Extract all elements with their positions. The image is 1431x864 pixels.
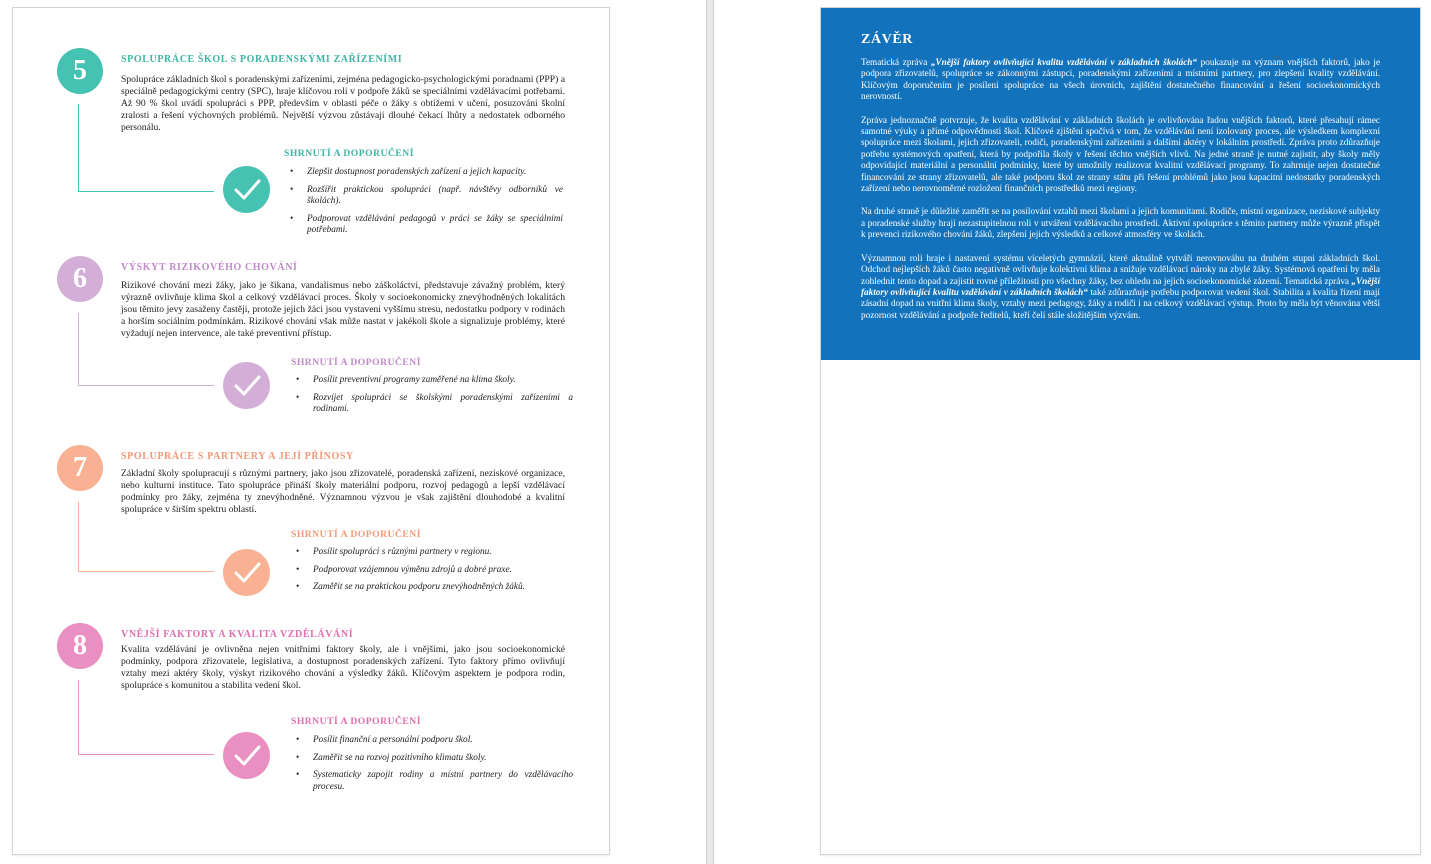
summary-item: • Zaměřit se na rozvoj pozitivního klimatu školy. [293,753,573,765]
summary-title: SHRNUTÍ A DOPORUČENÍ [291,357,421,368]
check-icon [223,362,270,409]
summary-list [287,167,563,243]
summary-list [293,735,573,799]
summary-title: SHRNUTÍ A DOPORUČENÍ [291,716,421,727]
paragraph-text: Tematická zpráva [861,57,931,67]
summary-item: • Posílit preventivní programy zaměřené na klima školy. [293,375,573,387]
summary-item: • Posílit finanční a personální podporu škol. [293,735,573,747]
connector-line [78,502,214,572]
summary-item: • Podporovat vzdělávání pedagogů v práci se žáky se speciálními potřebami. [287,214,563,237]
check-icon [223,549,270,596]
report-title-emphasis: „Vnější faktory ovlivňující kvalitu vzdělávání v základních školách“ [861,275,1380,297]
summary-item: • Rozšířit praktickou spolupráci (např. návštěvy odborníků ve školách). [287,185,563,208]
section-7 [13,445,611,615]
page-right [820,7,1421,855]
section-number-circle: 7 [57,445,103,491]
summary-item: • Systematicky zapojit rodiny a místní partnery do vzdělávacího procesu. [293,770,573,793]
section-8 [13,623,611,813]
section-title: VÝSKYT RIZIKOVÉHO CHOVÁNÍ [121,262,298,273]
paragraph-text: Významnou roli hraje i nastavení systému víceletých gymnázií, které aktuálně vytváří nerovnováhu na druhém stupni základních škol. Odchod nejlepších žáků často negativně ovlivňuje kolektivní klima a snižuje vzdělávací nároky na zbylé žáky. Systémová opatření by měla zohlednit tento dopad a zajistit rovné příležitosti pro všechny žáky, bez ohledu na jejich socioekonomické zázemí. Tematická zpráva [861,252,1380,286]
summary-list [293,375,573,422]
section-number-circle: 6 [57,256,103,302]
summary-item: • Zaměřit se na praktickou podporu znevýhodněných žáků. [293,582,573,594]
section-6 [13,256,611,436]
report-title-emphasis: „Vnější faktory ovlivňující kvalitu vzdělávání v základních školách“ [930,57,1197,67]
summary-title: SHRNUTÍ A DOPORUČENÍ [284,148,414,159]
summary-title: SHRNUTÍ A DOPORUČENÍ [291,529,421,540]
summary-item: • Posílit spolupráci s různými partnery v regionu. [293,547,573,559]
conclusion-paragraph-3: Na druhé straně je důležité zaměřit se na posilování vztahů mezi školami a jejich komunitami. Rodiče, místní organizace, neziskové subjekty a poradenské služby hrají nezastupitelnou roli v utváření vzdělávacího prostředí. Aktivní spolupráce s těmito partnery může výrazně přispět k prevenci rizikového chování žáků, zlepšení jejich výsledků a celkové atmosféry ve školách. [861,206,1380,240]
check-icon [223,166,270,213]
summary-item: • Zlepšit dostupnost poradenských zařízení a jejich kapacity. [287,167,563,179]
conclusion-paragraph-2: Zpráva jednoznačně potvrzuje, že kvalita vzdělávání v základních školách je ovlivňována řadou vnějších faktorů, které přesahují rámec samotné výuky a přímé odpovědnosti škol. Klíčové zjištění spočívá v tom, že vzdělávání není izolovaný proces, ale výsledkem komplexní spolupráce mezi školami, jejich zřizovateli, rodiči, poradenskými zařízeními a dalšími aktéry v lokálním prostředí. Zpráva proto zdůrazňuje potřebu systémových opatření, která by podpořila školy v řešení těchto vnějších vlivů. Na jedné straně je nutné zajistit, aby školy měly odpovídající materiální a personální podmínky, které by umožnily realizovat kvalitní vzdělávací programy. To zahrnuje nejen dostatečné financování ze strany zřizovatelů, ale také podporu škol ze strany státu při řešení problémů jako jsou kapacitní nedostatky poradenských zařízení nebo nerovnoměrné rozložení finančních prostředků mezi regiony. [861,114,1380,194]
conclusion-box [821,8,1420,360]
conclusion-paragraph-1 [861,57,1380,103]
page-left [12,7,610,855]
section-5 [13,48,611,248]
page-gutter [706,0,714,864]
connector-line [78,104,214,192]
section-title: VNĚJŠÍ FAKTORY A KVALITA VZDĚLÁVÁNÍ [121,629,354,640]
summary-list [293,547,573,600]
connector-line [78,680,214,755]
section-body: Základní školy spolupracují s různými partnery, jako jsou zřizovatelé, poradenská zařízení, neziskové organizace, nebo kulturní instituce. Tato spolupráce přináší školy materiální podporu, rozvoj pedagogů a lepší vzdělávací podmínky pro žáky, zejména ty znevýhodněné. Významnou výzvou je však zajištění dlouhodobé a kvalitní spolupráce v širším spektru oblastí. [121,468,565,515]
section-body: Spolupráce základních škol s poradenskými zařízeními, zejména pedagogicko-psychologickými poradnami (PPP) a speciálně pedagogickými centry (SPC), hraje klíčovou roli v podpoře žáků se speciálními vzdělávacími potřebami. Až 90 % škol uvádí spolupráci s PPP, především v oblasti péče o žáky s obtížemi v učení, posuzování školní zralosti a řešení výchovných problémů. Největší výzvou zůstávají dlouhé čekací lhůty a nedostatek odborného personálu. [121,74,565,133]
paragraph-text: také zdůrazňuje potřebu podporovat vedení škol. Stabilita a kvalita řízení mají zásadní dopad na vnitřní klima školy, vztahy mezi pedagogy, žáky a rodiči i na celkový vzdělávací výstup. Proto by měla být věnována větší pozornost vzdělávání a podpoře ředitelů, kteří čelí stále složitějším výzvám. [861,286,1380,320]
conclusion-title: ZÁVĚR [861,32,914,47]
check-icon [223,732,270,779]
section-body: Kvalita vzdělávání je ovlivněna nejen vnitřními faktory školy, ale i vnějšími, jako jsou socioekonomické podmínky, podpora zřizovatele, legislativa, a dostupnost poradenských zařízení. Tyto faktory přímo ovlivňují vztahy mezi aktéry školy, výskyt rizikového chování a výsledky žáků. Klíčovým aspektem je podpora rodin, spolupráce s komunitou a stabilita vedení škol. [121,644,565,691]
section-number-circle: 5 [57,48,103,94]
summary-item: • Rozvíjet spolupráci se školskými poradenskými zařízeními a rodinami. [293,393,573,416]
section-title: SPOLUPRÁCE S PARTNERY A JEJÍ PŘÍNOSY [121,451,354,462]
conclusion-paragraph-4 [861,253,1380,321]
section-number-circle: 8 [57,623,103,669]
connector-line [78,313,214,386]
summary-item: • Podporovat vzájemnou výměnu zdrojů a dobré praxe. [293,565,573,577]
section-body: Rizikové chování mezi žáky, jako je šikana, vandalismus nebo záškoláctví, představuje závažný problém, který výrazně ovlivňuje klima škol a celkový vzdělávací proces. Školy v socioekonomicky znevýhodněných lokalitách jsou těmito jevy zasaženy častěji, protože jejich žáci jsou vystaveni vyššímu stresu, nedostatku podpory v rodinách a horším sociálním podmínkám. Rizikové chování však může nastat v jakékoli škole a signalizuje problémy, které vyžadují nejen intervence, ale také preventivní přístup. [121,280,565,339]
paragraph-text: poukazuje na význam vnějších faktorů, jako je podpora zřizovatelů, spolupráce se zákonnými zástupci, poradenskými zařízeními a místními partnery, pro zlepšení kvality vzdělávání. Klíčovým doporučením je posílení spolupráce na všech úrovních, zajištění dostatečného financování a řešení socioekonomických nerovností. [861,57,1381,102]
section-title: SPOLUPRÁCE ŠKOL S PORADENSKÝMI ZAŘÍZENÍMI [121,54,403,65]
